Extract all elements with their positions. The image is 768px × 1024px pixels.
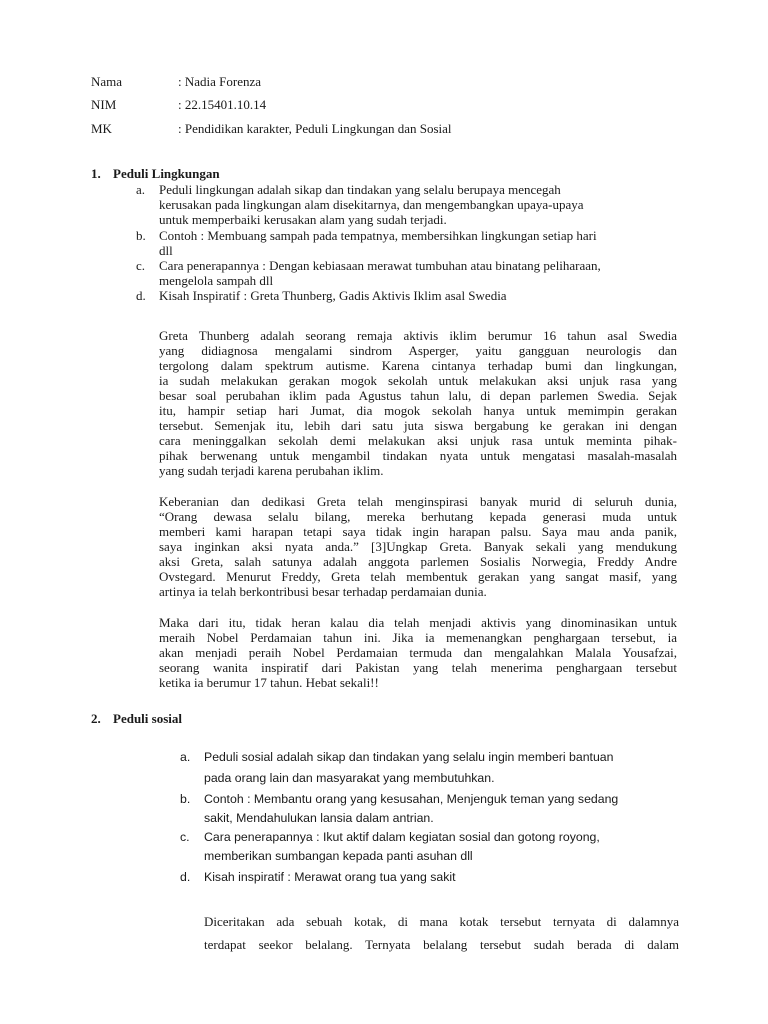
list-marker: c. [136, 258, 146, 273]
paragraph-line: Greta Thunberg adalah seorang remaja aktivis iklim berumur 16 tahun asal Swedia [159, 328, 677, 343]
paragraph-line: pihak berwenang untuk mengambil tindakan nyata untuk mengatasi masalah-masalah [159, 448, 677, 463]
paragraph-line: terdapat seekor belalang. Ternyata belalang tersebut sudah berada di dalam [204, 937, 679, 952]
list-item-line: mengelola sampah dll [159, 273, 274, 288]
nim-label: NIM [91, 97, 117, 112]
list-item-line: kerusakan pada lingkungan alam disekitarnya, dan mengembangkan upaya-upaya [159, 197, 584, 212]
paragraph-line: ia sudah melakukan gerakan mogok sekolah untuk melakukan aksi unjuk rasa yang [159, 373, 677, 388]
list-marker: a. [136, 182, 146, 197]
paragraph-line: tersebut. Semenjak itu, lebih dari satu juta siswa bergabung ke gerakan ini dengan [159, 418, 677, 433]
list-item-line: Peduli sosial adalah sikap dan tindakan yang selalu ingin memberi bantuan [204, 750, 614, 764]
nim-value: : 22.15401.10.14 [178, 97, 267, 112]
paragraph-line: besar soal perubahan iklim pada Agustus tahun lalu, di depan parlemen Swedia. Sejak [159, 388, 677, 403]
paragraph-line: Keberanian dan dedikasi Greta telah menginspirasi banyak murid di seluruh dunia, [159, 494, 677, 509]
name-label: Nama [91, 74, 123, 89]
paragraph-line: memberi kami harapan tetapi saya tidak ingin harapan palsu. Saya mau anda panik, [159, 524, 677, 539]
section2-title: Peduli sosial [113, 711, 182, 726]
list-item-line: untuk memperbaiki kerusakan alam yang sudah terjadi. [159, 212, 447, 227]
section1-number: 1. [91, 166, 101, 181]
list-item-line: memberikan sumbangan kepada panti asuhan dll [204, 849, 473, 863]
list-item-line: Cara penerapannya : Ikut aktif dalam kegiatan sosial dan gotong royong, [204, 830, 600, 844]
paragraph-line: saya inginkan aksi nyata anda.” [3]Ungkap Greta. Banyak sekali yang mendukung [159, 539, 677, 554]
mk-label: MK [91, 121, 112, 136]
section2-number: 2. [91, 711, 101, 726]
paragraph-line: Diceritakan ada sebuah kotak, di mana kotak tersebut ternyata di dalamnya [204, 914, 679, 929]
paragraph-line: seorang wanita inspiratif dari Pakistan yang telah menerima penghargaan tersebut [159, 660, 677, 675]
list-marker: d. [136, 288, 146, 303]
paragraph-line: aksi Greta, salah satunya adalah anggota parlemen Sosialis Norwegia, Freddy Andre [159, 554, 677, 569]
mk-value: : Pendidikan karakter, Peduli Lingkungan dan Sosial [178, 121, 452, 136]
paragraph-line: yang didiagnosa mengalami sindrom Asperger, yaitu gangguan neurologis dan [159, 343, 677, 358]
paragraph-line: cara meninggalkan sekolah demi melakukan aksi unjuk rasa untuk meminta pihak- [159, 433, 677, 448]
list-marker: d. [180, 870, 191, 884]
list-item-line: Contoh : Membantu orang yang kesusahan, Menjenguk teman yang sedang [204, 792, 619, 806]
list-marker: a. [180, 750, 191, 764]
paragraph-line: “Orang dewasa selalu bilang, mereka berhutang kepada generasi muda untuk [159, 509, 677, 524]
list-marker: b. [180, 792, 191, 806]
list-item-line: Peduli lingkungan adalah sikap dan tindakan yang selalu berupaya mencegah [159, 182, 561, 197]
paragraph-line: artinya ia telah berkontribusi besar terhadap perdamaian dunia. [159, 584, 487, 599]
list-item-line: Contoh : Membuang sampah pada tempatnya, membersihkan lingkungan setiap hari [159, 228, 597, 243]
paragraph-line: tergolong dalam spektrum autisme. Karena cintanya terhadap bumi dan lingkungan, [159, 358, 677, 373]
list-item-line: pada orang lain dan masyarakat yang membutuhkan. [204, 771, 495, 785]
paragraph-line: ketika ia berumur 17 tahun. Hebat sekali!! [159, 675, 379, 690]
list-item-line: Kisah Inspiratif : Greta Thunberg, Gadis Aktivis Iklim asal Swedia [159, 288, 507, 303]
list-item-line: Cara penerapannya : Dengan kebiasaan merawat tumbuhan atau binatang peliharaan, [159, 258, 601, 273]
paragraph-line: itu, hampir setiap hari Jumat, dia mogok sekolah hanya untuk memimpin gerakan [159, 403, 677, 418]
paragraph-line: akan menjadi peraih Nobel Perdamaian termuda dan mengalahkan Malala Yousafzai, [159, 645, 677, 660]
list-item-line: sakit, Mendahulukan lansia dalam antrian. [204, 811, 434, 825]
paragraph-line: Ovstegard. Menurut Freddy, Greta telah membentuk gerakan yang sangat masif, yang [159, 569, 677, 584]
paragraph-line: Maka dari itu, tidak heran kalau dia telah menjadi aktivis yang dinominasikan untuk [159, 615, 677, 630]
list-marker: b. [136, 228, 146, 243]
section1-title: Peduli Lingkungan [113, 166, 220, 181]
list-item-line: dll [159, 243, 173, 258]
name-value: : Nadia Forenza [178, 74, 262, 89]
list-marker: c. [180, 830, 190, 844]
paragraph-line: meraih Nobel Perdamaian tahun ini. Jika ia memenangkan penghargaan tersebut, ia [159, 630, 677, 645]
paragraph-line: yang sudah terjadi karena perubahan iklim. [159, 463, 384, 478]
list-item-line: Kisah inspiratif : Merawat orang tua yang sakit [204, 870, 456, 884]
